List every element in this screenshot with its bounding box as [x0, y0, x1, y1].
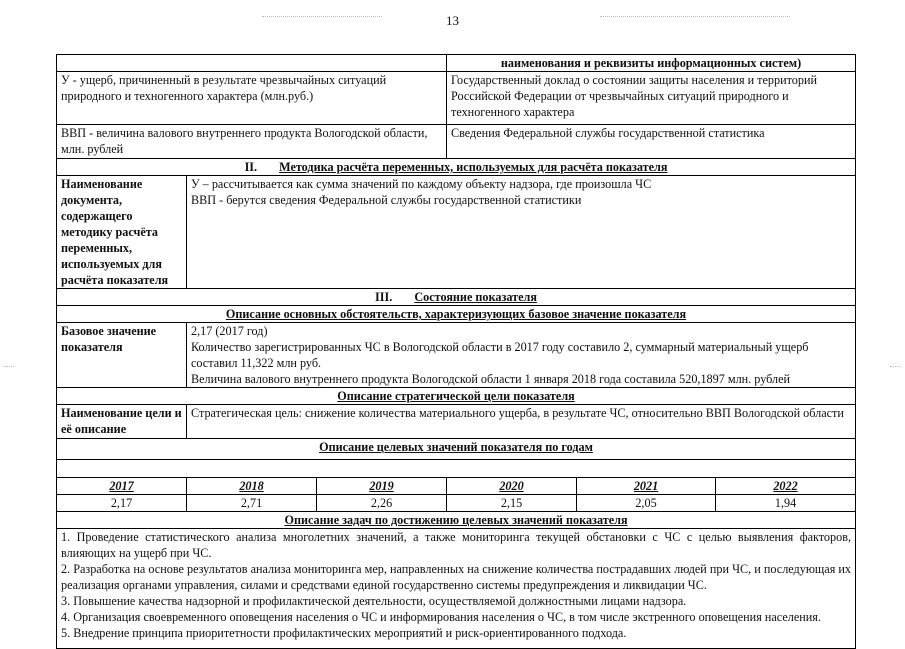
task-item: 4. Организация своевременного оповещения населения о ЧС и информирования населения о ЧС, в том числе экстренного оповещения населения.: [61, 610, 821, 624]
base-value: 2,17 (2017 год): [191, 324, 268, 338]
target-value-cell: 1,94: [716, 495, 856, 512]
base-value-description: [187, 323, 856, 388]
task-item: 2. Разработка на основе результатов анализа мониторинга мер, направленных на снижение количества пострадавших людей при ЧС, и последующая их реализация органами управления, силами и средствами единой государственно системы предупреждения и ликвидации ЧС.: [61, 562, 852, 592]
page-number: 13: [446, 13, 459, 28]
section-2-title-text: Методика расчёта переменных, используемых для расчёта показателя: [279, 160, 668, 174]
target-values-spacer: [57, 460, 856, 478]
base-value-label: Базовое значение показателя: [57, 323, 187, 388]
task-item: 3. Повышение качества надзорной и профилактической деятельности, осуществляемой должностными лицами надзора.: [61, 594, 687, 608]
target-value-cell: 2,15: [447, 495, 577, 512]
task-item: 5. Внедрение принципа приоритетности профилактических мероприятий и риск-ориентированного подхода.: [61, 626, 627, 640]
target-values-heading: Описание целевых значений показателя по годам: [57, 439, 856, 460]
task-item: 1. Проведение статистического анализа многолетних значений, а также мониторинга текущей обстановки с ЧС с целью выявления факторов, влияющих на ущерб при ЧС.: [61, 530, 852, 560]
year-cell: 2017: [57, 478, 187, 495]
variable-y-name: У - ущерб, причиненный в результате чрезвычайных ситуаций природного и техногенного характера (млн.руб.): [57, 72, 447, 125]
strategic-goal-heading: Описание стратегической цели показателя: [57, 388, 856, 405]
year-cell: 2019: [317, 478, 447, 495]
section-3-number: III.: [375, 290, 393, 304]
scan-artifact-line-right: [600, 16, 790, 17]
information-systems-header: наименования и реквизиты информационных систем): [447, 55, 856, 72]
methodology-document-label: Наименование документа, содержащего методику расчёта переменных, используемых для расчёта показателя: [57, 176, 187, 289]
section-2-number: II.: [244, 160, 258, 174]
variable-y-source: Государственный доклад о состоянии защиты населения и территорий Российской Федерации от чрезвычайных ситуаций природного и техногенного характера: [447, 72, 856, 125]
year-cell: 2022: [716, 478, 856, 495]
base-value-gdp: Величина валового внутреннего продукта Вологодской области 1 января 2018 года составила 520,1897 млн. рублей: [191, 372, 791, 386]
tasks-heading: Описание задач по достижению целевых значений показателя: [57, 512, 856, 529]
scan-artifact-mark-right: [890, 366, 900, 367]
variable-vvp-source: Сведения Федеральной службы государственной статистика: [447, 125, 856, 159]
scan-artifact-line-left: [262, 16, 382, 17]
section-3-title: [57, 289, 856, 306]
target-value-cell: 2,71: [187, 495, 317, 512]
variable-vvp-name: ВВП - величина валового внутреннего продукта Вологодской области, млн. рублей: [57, 125, 447, 159]
section-2-title: [57, 159, 856, 176]
target-value-cell: 2,05: [577, 495, 716, 512]
strategic-goal-text: Стратегическая цель: снижение количества материального ущерба, в результате ЧС, относительно ВВП Вологодской области: [187, 405, 856, 439]
methodology-line-y: У – рассчитывается как сумма значений по каждому объекту надзора, где произошла ЧС: [191, 177, 652, 191]
section-3-title-text: Состояние показателя: [414, 290, 537, 304]
scan-artifact-mark-left: [4, 366, 14, 367]
indicator-passport-table: [56, 54, 855, 640]
year-cell: 2021: [577, 478, 716, 495]
tasks-list: [57, 529, 856, 649]
base-value-heading: Описание основных обстоятельств, характеризующих базовое значение показателя: [57, 306, 856, 323]
strategic-goal-label: Наименование цели и её описание: [57, 405, 187, 439]
methodology-line-vvp: ВВП - берутся сведения Федеральной службы государственной статистики: [191, 193, 582, 207]
year-cell: 2018: [187, 478, 317, 495]
target-value-cell: 2,17: [57, 495, 187, 512]
base-value-incidents: Количество зарегистрированных ЧС в Вологодской области в 2017 году составило 2, суммарный материальный ущерб составил 11,322 млн руб.: [191, 340, 809, 370]
methodology-description: [187, 176, 856, 289]
header-empty-cell: [57, 55, 447, 72]
year-cell: 2020: [447, 478, 577, 495]
target-value-cell: 2,26: [317, 495, 447, 512]
